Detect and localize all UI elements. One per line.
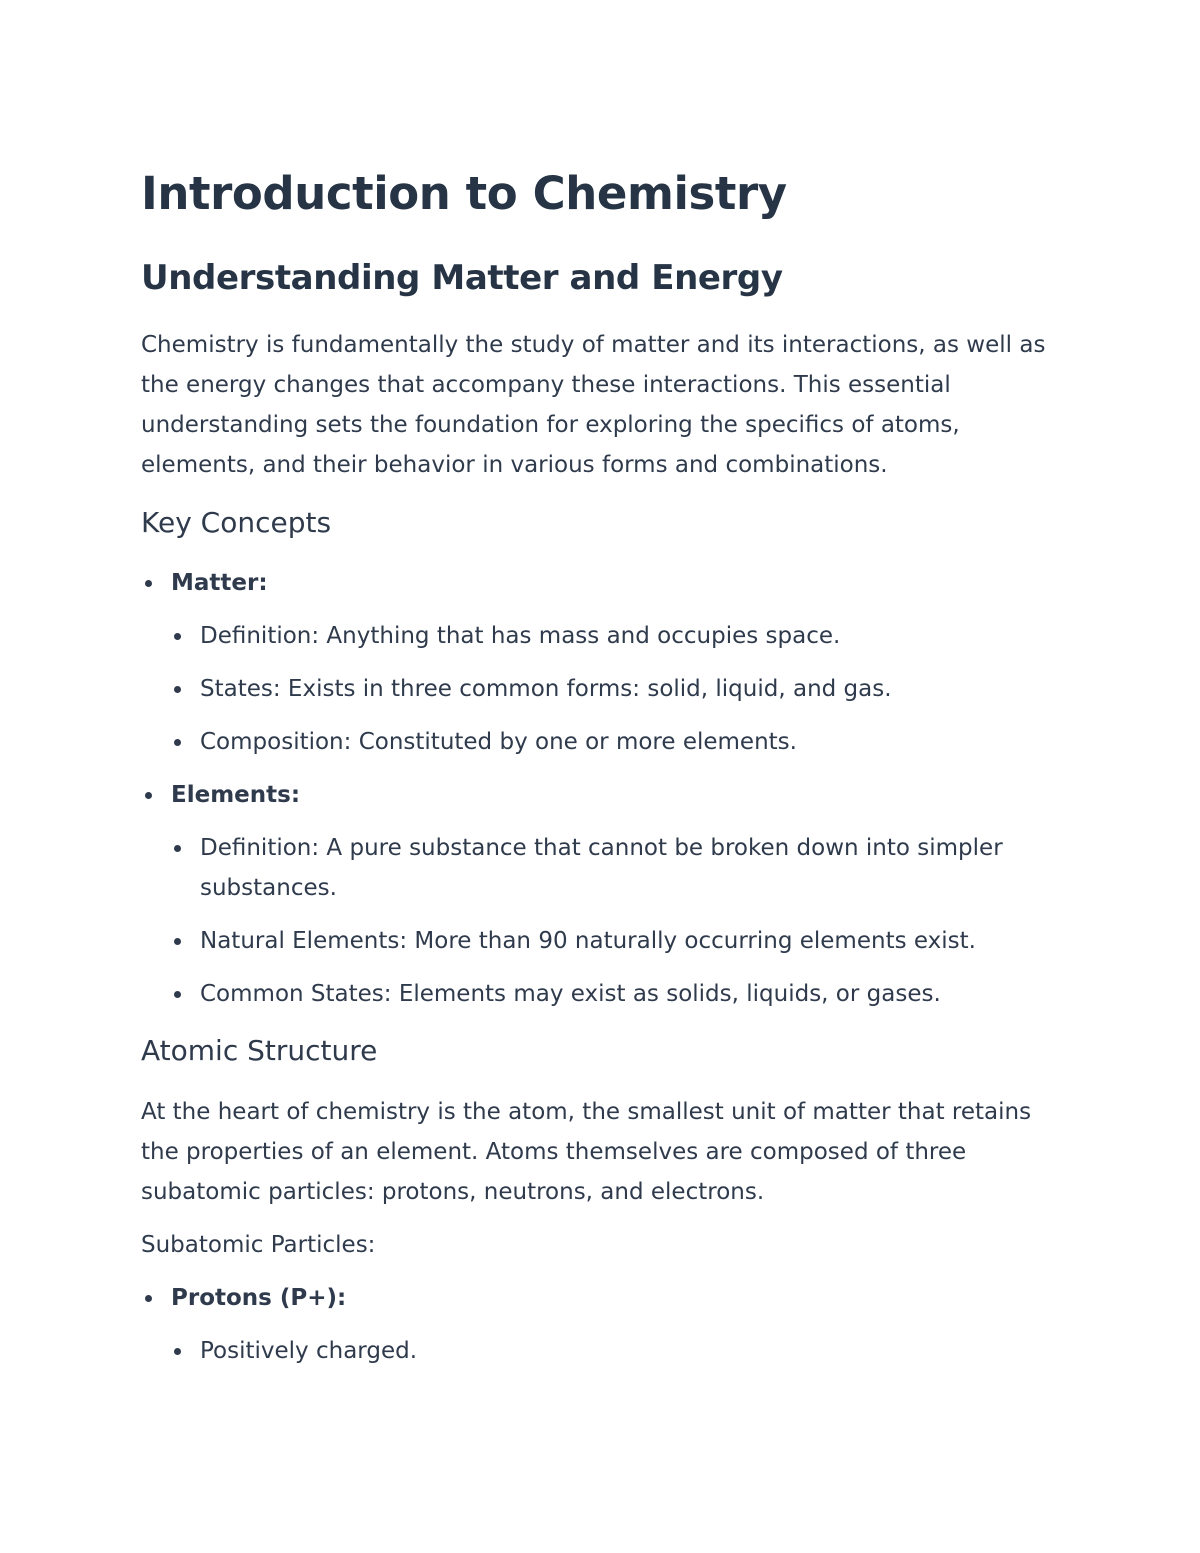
list-item-text: Common States: Elements may exist as solids, liquids, or gases. xyxy=(200,981,941,1007)
atomic-structure-paragraph: At the heart of chemistry is the atom, the smallest unit of matter that retains the properties of an element. Atoms themselves are composed of three subatomic particles: protons, neutrons, and electrons. xyxy=(141,1099,1032,1205)
list-item-protons xyxy=(171,1278,346,1318)
list-item xyxy=(200,828,1070,908)
list-item-text: Composition: Constituted by one or more elements. xyxy=(200,729,797,755)
section-heading-matter-energy: Understanding Matter and Energy xyxy=(141,258,783,298)
list-item xyxy=(200,921,1070,961)
bullet-icon xyxy=(174,686,181,693)
list-item xyxy=(200,669,1070,709)
intro-paragraph: Chemistry is fundamentally the study of matter and its interactions, as well as the energy changes that accompany these interactions. This essential understanding sets the foundation for exploring the specifics of atoms, elements, and their behavior in various forms and combinations. xyxy=(141,332,1046,478)
bullet-icon xyxy=(174,991,181,998)
list-item-label: Matter: xyxy=(171,570,268,596)
page-title: Introduction to Chemistry xyxy=(141,167,787,220)
bullet-icon xyxy=(174,938,181,945)
list-item-elements xyxy=(171,775,300,815)
list-item xyxy=(200,1331,1070,1371)
bullet-icon xyxy=(174,633,181,640)
list-item-label: Elements: xyxy=(171,782,301,808)
bullet-icon xyxy=(145,580,152,587)
list-item-text: Definition: Anything that has mass and occupies space. xyxy=(200,623,841,649)
list-item-matter xyxy=(171,563,268,603)
subatomic-particles-label: Subatomic Particles: xyxy=(141,1232,376,1258)
bullet-icon xyxy=(174,739,181,746)
list-item-label: Protons (P+): xyxy=(171,1285,347,1311)
list-item xyxy=(200,974,1070,1014)
bullet-icon xyxy=(145,1295,152,1302)
list-item xyxy=(200,722,1070,762)
bullet-icon xyxy=(174,845,181,852)
list-item-text: Positively charged. xyxy=(200,1338,418,1364)
bullet-icon xyxy=(145,792,152,799)
bullet-icon xyxy=(174,1348,181,1355)
list-item-text: Definition: A pure substance that cannot be broken down into simpler substances. xyxy=(200,835,1003,901)
list-item xyxy=(200,616,1070,656)
list-item-text: Natural Elements: More than 90 naturally occurring elements exist. xyxy=(200,928,976,954)
key-concepts-heading: Key Concepts xyxy=(141,506,332,539)
atomic-structure-heading: Atomic Structure xyxy=(141,1034,378,1067)
list-item-text: States: Exists in three common forms: solid, liquid, and gas. xyxy=(200,676,892,702)
